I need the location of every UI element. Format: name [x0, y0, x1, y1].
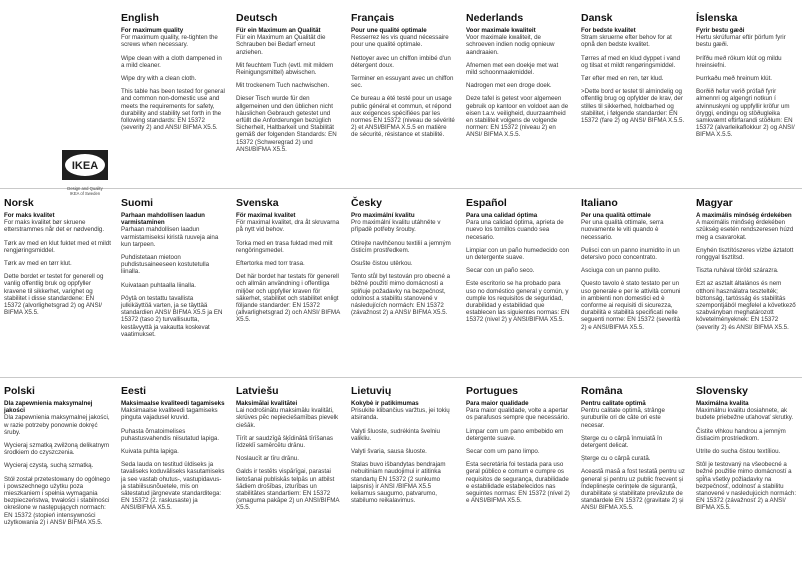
language-heading: Eesti — [121, 385, 147, 397]
instruction-paragraph: Čistite vlhkou handrou a jemným čistiacim prostriedkom. — [696, 427, 786, 442]
language-section — [121, 12, 225, 137]
language-section — [466, 197, 570, 330]
instruction-paragraph: Wycieraj szmatką zwilżoną delikatnym środkiem do czyszczenia. — [4, 442, 110, 457]
instruction-paragraph: Otírejte navlhčenou textilií a jemným čisticím prostředkem. — [351, 239, 451, 254]
section-subheading: Pour une qualité optimale — [351, 27, 427, 34]
section-subheading: Für ein Maximum an Qualität — [236, 27, 321, 34]
language-heading: Portugues — [466, 385, 518, 397]
instruction-paragraph: Eftertorka med torr trasa. — [236, 260, 305, 268]
language-heading: Dansk — [581, 12, 613, 24]
section-subheading: Voor maximale kwaliteit — [466, 27, 536, 34]
instruction-paragraph: Para maior qualidade, volte a apertar os parafusos sempre que necessário. — [466, 407, 570, 422]
language-section — [351, 197, 455, 322]
instruction-paragraph: Maksimaalse kvaliteedi tagamiseks pinguta vajadusel kruvid. — [121, 407, 218, 422]
instruction-paragraph: Hertu skrúfurnar eftir þörfum fyrir bestu gæði. — [696, 34, 786, 49]
language-heading: Italiano — [581, 197, 618, 209]
language-heading: Polski — [4, 385, 35, 397]
instruction-paragraph: Esta secretária foi testada para uso geral público e comum e cumpre os requisitos de segurança, durabilidade e estabilidade estabelecidos nas seguintes normas: EN 15372 (nível 2) e ANSI/BIFMA X5.5. — [466, 461, 570, 505]
logo-tagline — [62, 187, 108, 197]
instruction-paragraph: >Dette bord er testet til almindelig og offentlig brug og opfylder de krav, der stilles til sikkerhed, holdbarhed og stabilitet, i følgende standarder: EN 15372 (fare 2) og ANSI/ BIFMA X.5.5. — [581, 88, 685, 125]
section-subheading: Maksimālai kvalitātei — [236, 400, 298, 407]
instruction-paragraph: A maximális minőség érdekében szükség esetén rendszeresen húzd meg a csavarokat. — [696, 219, 794, 241]
instruction-paragraph: Für ein Maximum an Qualität die Schrauben bei Bedarf erneut anziehen. — [236, 34, 326, 56]
instruction-paragraph: Pulisci con un panno inumidito in un detersivo poco concentrato. — [581, 246, 680, 262]
instruction-paragraph: Seda lauda on testitud üldiseks ja tavaliseks koduväliseks kasutamiseks ja see vastab ohutus-, vastupidavus- ja stabiilsusnõuetele, mis on sätestatud järgnevate standarditega: EN 15372 (2. raskusaste) ja ANSI/BIFMA X5.5. — [121, 461, 225, 512]
instruction-paragraph: Terminer en essuyant avec un chiffon sec. — [351, 75, 454, 90]
language-section — [236, 12, 340, 159]
ikea-logo — [62, 150, 108, 196]
instruction-paragraph: Secar com um pano limpo. — [466, 448, 540, 456]
language-heading: Français — [351, 12, 395, 24]
section-subheading: For maximum quality — [121, 27, 184, 34]
language-section — [696, 385, 800, 518]
section-subheading: Per una qualità ottimale — [581, 212, 651, 219]
instruction-paragraph: Este escritorio se ha probado para uso no doméstico general y común, y cumple los requisitos de seguridad, durabilidad y estabilidad que establecen las siguientes normas: EN 15372 (nivel 2) y ANSI/BIFMA X5.5. — [466, 280, 570, 324]
instruction-paragraph: Asciuga con un panno pulito. — [581, 267, 661, 275]
instruction-paragraph: Osušte čistou utěrkou. — [351, 260, 413, 268]
instruction-paragraph: Mit trockenem Tuch nachwischen. — [236, 82, 330, 90]
logo-brand: IKEA — [71, 160, 99, 172]
instruction-paragraph: Dieser Tisch wurde für den allgemeinen und den üblichen nicht häuslichen Gebrauch getestet und erfüllt die Anforderungen bezüglich Sicherheit, Haltbarkeit und Stabilität gemäß der folgenden Standards: EN 15372 (Schweregrad 2) und ANSI/BIFMA X5.5. — [236, 95, 337, 153]
instruction-paragraph: Wipe dry with a clean cloth. — [121, 75, 197, 83]
instruction-paragraph: För maximal kvalitet, dra åt skruvarna på nytt vid behov. — [236, 219, 340, 234]
instruction-paragraph: For maks kvalitet bør skruene etterstrammes når det er nødvendig. — [4, 219, 105, 234]
language-heading: Íslenska — [696, 12, 738, 24]
instruction-paragraph: This table has been tested for general and common non-domestic use and meets the requirements for safety, durability and stability set forth in the following standards: EN 15372 (severity 2) and ANSI/ BIFMA X5.5. — [121, 88, 225, 132]
instruction-paragraph: Parhaan mahdollisen laadun varmistamiseksi kiristä ruuveja aina kun tarpeen. — [121, 226, 219, 248]
row-divider — [0, 188, 802, 189]
instruction-paragraph: Această masă a fost testată pentru uz general și pentru uz public frecvent și îndeplinește cerințele de siguranță, durabilitate și stabilitate prevăzute de standardele EN 15372 (gravitate 2) și ANSI/ BIFMA X5.5. — [581, 468, 685, 512]
instruction-paragraph: Limpiar con un paño humedecido con un detergente suave. — [466, 246, 570, 262]
instruction-paragraph: Dla zapewnienia maksymalnej jakości, w razie potrzeby ponownie dokręć śruby. — [4, 414, 110, 436]
language-heading: Lietuvių — [351, 385, 392, 397]
language-section — [4, 197, 112, 322]
instruction-paragraph: Puhdistetaan mietoon puhdistusaineeseen kostutetulla liinalla. — [121, 254, 210, 276]
instruction-paragraph: Galds ir testēts vispārīgai, parastai lietošanai publiskās telpās un atbilst šādiem drošības, izturības un stabilitātes standartiem: EN 15372 (smaguma pakāpe 2) un ANSI/BIFMA X5.5. — [236, 468, 340, 512]
language-heading: Deutsch — [236, 12, 278, 24]
language-section — [121, 385, 225, 518]
section-subheading: Maksimaalse kvaliteedi tagamiseks — [121, 400, 225, 407]
section-subheading: Pro maximální kvalitu — [351, 212, 415, 219]
language-section — [581, 12, 685, 130]
language-section — [696, 12, 800, 145]
language-section — [351, 385, 455, 510]
language-section — [121, 197, 225, 344]
section-subheading: Parhaan mahdollisen laadun varmistaminen — [121, 212, 205, 227]
language-heading: Nederlands — [466, 12, 524, 24]
language-heading: Slovensky — [696, 385, 748, 397]
instruction-paragraph: Voor maximale kwaliteit, de schroeven indien nodig opnieuw aandraaien. — [466, 34, 555, 56]
instruction-paragraph: Per una qualità ottimale, serra nuovamente le viti quando è necessario. — [581, 219, 664, 241]
section-subheading: Fyrir bestu gæði — [696, 27, 745, 34]
instruction-paragraph: Para una calidad óptima, aprieta de nuevo los tornillos cuando sea necesario. — [466, 219, 564, 241]
language-section — [696, 197, 800, 337]
instruction-paragraph: Prisukite klibančius varžtus, jei tokių atsiranda. — [351, 407, 450, 422]
section-subheading: For maks kvalitet — [4, 212, 55, 219]
language-section — [236, 197, 340, 330]
instruction-paragraph: Tørres af med en klud dyppet i vand og tilsat et mildt rengøringsmiddel. — [581, 54, 681, 69]
section-subheading: För maximal kvalitet — [236, 212, 296, 219]
instruction-paragraph: Wycieraj czystą, suchą szmatką. — [4, 462, 94, 470]
instruction-paragraph: Tento stůl byl testován pro obecné a běžné použití mimo domácnosti a splňuje požadavky na bezpečnost, odolnost a stabilitu stanovené v následujících normách: EN 15372 (závažnost 2) a ANSI/ BIFMA X5.5. — [351, 273, 451, 317]
row-divider — [0, 377, 802, 378]
instruction-paragraph: Pro maximální kvalitu utáhněte v případě potřeby šrouby. — [351, 219, 441, 234]
instruction-paragraph: Tīrīt ar saudzīgā šķīdinātā tīrīšanas līdzeklī samērcētu drānu. — [236, 434, 333, 450]
instruction-paragraph: Þurrkaðu með hreinum klút. — [696, 75, 773, 83]
language-heading: Româna — [581, 385, 623, 397]
instruction-paragraph: Tør efter med en ren, tør klud. — [581, 75, 664, 83]
language-section — [4, 385, 112, 532]
instruction-paragraph: Puhasta õrnatoimelises puhastusvahendis niisutatud lapiga. — [121, 427, 220, 442]
instruction-paragraph: Tiszta ruhával töröld szárazra. — [696, 267, 779, 275]
language-heading: Latviešu — [236, 385, 279, 397]
section-subheading: Pentru calitate optimă — [581, 400, 646, 407]
instruction-paragraph: Nadrogen met een droge doek. — [466, 82, 552, 90]
instruction-paragraph: Kuivataan puhtaalla liinalla. — [121, 281, 196, 289]
instruction-paragraph: Dette bordet er testet for generell og vanlig offentlig bruk og oppfyller kravene til sikkerhet, varighet og stabilitet i disse standardene: EN 15372 (alvorlighetsgrad 2) og ANSI/ BIFMA X5.5. — [4, 273, 104, 317]
instruction-paragraph: Stram skruerne efter behov for at opnå den bedste kvalitet. — [581, 34, 672, 49]
instruction-paragraph: Valyti švaria, sausa šluoste. — [351, 448, 427, 456]
instruction-paragraph: Afnemen met een doekje met wat mild schoonmaakmiddel. — [466, 61, 559, 77]
instruction-paragraph: Șterge cu o cârpă curată. — [581, 455, 651, 463]
instruction-paragraph: Lai nodrošinātu maksimālu kvalitāti, skrūves pēc nepieciešamības pievelk ciešāk. — [236, 407, 339, 429]
instruction-paragraph: Kuivata puhta lapiga. — [121, 448, 179, 456]
ikea-logo-mark — [62, 150, 108, 180]
language-heading: English — [121, 12, 159, 24]
instruction-paragraph: Pentru calitate optimă, strânge șuruburile ori de câte ori este necesar. — [581, 407, 665, 429]
language-heading: Español — [466, 197, 507, 209]
section-subheading: A maximális minőség érdekében — [696, 212, 792, 219]
instruction-paragraph: Ce bureau a été testé pour un usage public général et commun, et répond aux exigences spécifiées par les normes EN 15372 (niveau de sévérité 2) et ANSI/BIFMA X.5.5 en matière de sécurité, résistance et stabilité. — [351, 95, 455, 139]
instruction-paragraph: Torka med en trasa fuktad med milt rengöringsmedel. — [236, 239, 333, 254]
instruction-paragraph: Deze tafel is getest voor algemeen gebruik op kantoor en voldoet aan de eisen t.a.v. veiligheid, duurzaamheid en stabiliteit volgens de volgende normen: EN 15372 (niveau 2) en ANSI/ BIFMA X.5.5. — [466, 95, 569, 139]
instruction-paragraph: Questo tavolo è stato testato per un uso generale e per le attività comuni in ambienti non domestici ed è conforme ai requisiti di sicurezza, durabilità e stabilità specificati nelle seguenti norme: EN 15372 (severità 2) e ANSI/BIFMA X5.5. — [581, 280, 681, 331]
instruction-paragraph: Stôl je testovaný na všeobecné a bežné použitie mimo domácností a spĺňa všetky požiadavky na bezpečnosť, odolnosť a stabilitu stanovené v nasledujúcich normách: EN 15372 (závažnosť 2) a ANSI/ BIFMA X5.5. — [696, 461, 797, 512]
instruction-paragraph: Pöytä on testattu tavallista julkikäyttöä varten, ja se täyttää standardien ANSI/ BIFMA X5.5 ja EN 15372 (taso 2) turvallisuutta, kestävyyttä ja vakautta koskevat vaatimukset. — [121, 294, 223, 338]
language-section — [236, 385, 340, 518]
instruction-paragraph: Enyhén tisztítószeres vízbe áztatott ronggyal tisztítsd. — [696, 246, 794, 262]
instruction-paragraph: Stalas buvo išbandytas bendrajam nebuitiniam naudojimui ir atitinka standartų EN 15372 (2 sunkumo laipsnis) ir ANSI /BIFMA X5.5 keliamus saugumo, patvarumo, stabilumo reikalavimus. — [351, 461, 446, 505]
instruction-paragraph: Nettoyer avec un chiffon imbibé d'un détergent doux. — [351, 54, 451, 69]
language-heading: Suomi — [121, 197, 154, 209]
instruction-paragraph: For maximum quality, re-tighten the screws when necessary. — [121, 34, 218, 49]
section-subheading: Para una calidad óptima — [466, 212, 538, 219]
instruction-paragraph: Tørk av med en klut fuktet med et mildt rengjøringsmiddel. — [4, 239, 111, 254]
instruction-paragraph: Limpar com um pano embebido em detergente suave. — [466, 427, 564, 442]
logo-tagline-line: Design and Quality — [67, 186, 103, 191]
section-subheading: Para maior qualidade — [466, 400, 529, 407]
instruction-paragraph: Borðið hefur verið prófað fyrir almennri og algengri notkun í atvinnuskyni og uppfyllir kröfur um öryggi, endingu og stöðugleika samkvæmt eftirfarandi stöðlum: EN 15372 (alvarleikaflokkur 2) og ANSI/ BIFMA X.5.5. — [696, 88, 795, 139]
language-heading: Norsk — [4, 197, 34, 209]
instruction-paragraph: Det här bordet har testats för generell och allmän användning i offentliga miljöer och uppfyller kraven för säkerhet, stabilitet och stabilitet enligt följande standarder: EN 15372 (allvarlighetsgrad 2) och ANSI/ BIFMA X5.5. — [236, 273, 340, 324]
instruction-paragraph: Ezt az asztalt általános és nem otthoni használatra tesztelték; biztonság, tartósság és stabilitás szempontjából megfelel a következő szabványban meghatározott követelményeknek: EN 15372 (severity 2) és ANSI/ BIFMA X5.5. — [696, 280, 796, 331]
instruction-paragraph: Resserrez les vis quand nécessaire pour une qualité optimale. — [351, 34, 449, 49]
instruction-paragraph: Maximálnu kvalitu dosiahnete, ak budete priebežne uťahovať skrutky. — [696, 407, 794, 422]
instruction-paragraph: Mit feuchtem Tuch (evtl. mit mildem Reinigungsmittel) abwischen. — [236, 61, 334, 77]
language-section — [581, 385, 685, 518]
instruction-paragraph: Valyti šluoste, sudrėkinta švelniu valikliu. — [351, 427, 440, 442]
instruction-paragraph: Þrífðu með rökum klút og mildu hreinsiefni. — [696, 54, 782, 69]
section-subheading: For bedste kvalitet — [581, 27, 636, 34]
instruction-paragraph: Șterge cu o cârpă înmuiată în detergent delicat. — [581, 434, 663, 450]
language-section — [581, 197, 685, 337]
language-section — [351, 12, 455, 145]
section-subheading: Maximálna kvalita — [696, 400, 749, 407]
instruction-paragraph: Noslaucīt ar tīru drānu. — [236, 455, 299, 463]
language-heading: Svenska — [236, 197, 279, 209]
language-heading: Česky — [351, 197, 382, 209]
instruction-paragraph: Secar con un paño seco. — [466, 267, 535, 275]
language-section — [466, 12, 570, 145]
language-heading: Magyar — [696, 197, 733, 209]
section-subheading: Kokybė ir patikimumas — [351, 400, 419, 407]
section-subheading: Dla zapewnienia maksymalnej jakości — [4, 400, 93, 415]
instruction-paragraph: Utrite do sucha čistou textíliou. — [696, 448, 781, 456]
language-section — [466, 385, 570, 510]
instruction-paragraph: Wipe clean with a cloth dampened in a mild cleaner. — [121, 54, 222, 69]
logo-tagline-line: IKEA of Sweden — [69, 190, 101, 196]
instruction-paragraph: Stół został przetestowany do ogólnego i powszechnego użytku poza mieszkaniem i spełnia wymagania bezpieczeństwa, trwałości i stabilności określone w następujących normach: EN 15372 (stopień intensywności użytkowania 2) i ANSI/ BIFMA X5.5. — [4, 475, 110, 526]
instruction-paragraph: Tørk av med en tørr klut. — [4, 260, 72, 268]
